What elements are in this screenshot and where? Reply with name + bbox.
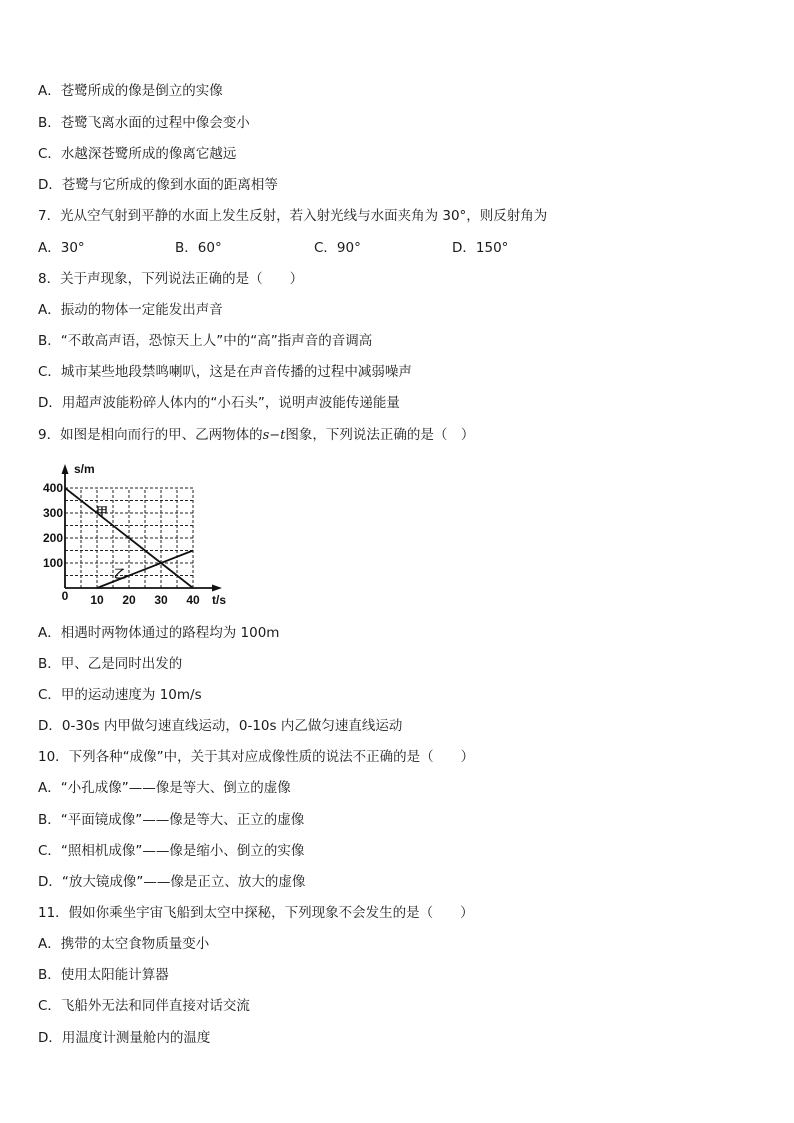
x-axis-arrow [212, 585, 222, 592]
q7-option-d: D．150° [452, 240, 509, 256]
origin-label: 0 [61, 589, 69, 603]
q9-option-a: A．相遇时两物体通过的路程均为 100m [38, 625, 280, 641]
x-tick-label: 10 [90, 593, 104, 607]
x-tick-label: 40 [186, 593, 200, 607]
graph-axes [62, 464, 223, 592]
q9-option-d: D．0-30s 内甲做匀速直线运动，0-10s 内乙做匀速直线运动 [38, 718, 403, 734]
q10-option-a: A．“小孔成像”——像是等大、倒立的虚像 [38, 780, 291, 796]
q8-option-c: C．城市某些地段禁鸣喇叭，这是在声音传播的过程中减弱噪声 [38, 364, 412, 380]
s-t-graph [38, 460, 238, 610]
y-tick-label: 400 [42, 481, 63, 495]
q7-option-a: A．30° [38, 240, 85, 256]
q8-option-b: B．“不敢高声语，恐惊天上人”中的“高”指声音的音调高 [38, 333, 373, 349]
q9-stem [38, 426, 474, 445]
x-axis-label: t/s [212, 593, 227, 607]
q7-option-b: B．60° [175, 240, 222, 256]
y-axis-label: s/m [74, 462, 95, 476]
graph-labels [43, 462, 226, 607]
y-tick-label: 100 [42, 556, 63, 570]
q11-option-d: D．用温度计测量舱内的温度 [38, 1030, 211, 1046]
y-tick-label: 200 [42, 531, 63, 545]
y-tick-label: 300 [42, 506, 63, 520]
q10-option-c: C．“照相机成像”——像是缩小、倒立的实像 [38, 843, 305, 859]
series-label-jia: 甲 [96, 505, 109, 519]
q11-option-b: B．使用太阳能计算器 [38, 967, 169, 983]
q11-option-a: A．携带的太空食物质量变小 [38, 936, 210, 952]
q11-stem: 11．假如你乘坐宇宙飞船到太空中探秘，下列现象不会发生的是（ ） [38, 905, 474, 921]
q9-stem-symbol: s−t [262, 428, 286, 443]
q8-option-a: A．振动的物体一定能发出声音 [38, 302, 223, 318]
q8-stem: 8．关于声现象，下列说法正确的是（ ） [38, 271, 304, 287]
q10-option-d: D．“放大镜成像”——像是正立、放大的虚像 [38, 874, 306, 890]
q9-option-c: C．甲的运动速度为 10m/s [38, 687, 202, 703]
q11-option-c: C．飞船外无法和同伴直接对话交流 [38, 998, 250, 1014]
q9-stem-before: 9．如图是相向而行的甲、乙两物体的 [38, 427, 263, 443]
y-axis-arrow [62, 464, 69, 474]
q9-option-b: B．甲、乙是同时出发的 [38, 656, 183, 672]
q10-stem: 10．下列各种“成像”中，关于其对应成像性质的说法不正确的是（ ） [38, 749, 475, 765]
q10-option-b: B．“平面镜成像”——像是等大、正立的虚像 [38, 812, 305, 828]
q6-option-a: A．苍鹭所成的像是倒立的实像 [38, 83, 223, 99]
q7-option-c: C．90° [314, 240, 361, 256]
x-tick-label: 30 [154, 593, 168, 607]
q8-option-d: D．用超声波能粉碎人体内的“小石头”，说明声波能传递能量 [38, 395, 400, 411]
series-label-yi: 乙 [114, 567, 127, 581]
q6-option-d: D．苍鹭与它所成的像到水面的距离相等 [38, 177, 278, 193]
q7-stem: 7．光从空气射到平静的水面上发生反射，若入射光线与水面夹角为 30°，则反射角为 [38, 208, 548, 224]
q6-option-c: C．水越深苍鹭所成的像离它越远 [38, 146, 237, 162]
q9-stem-after: 图象，下列说法正确的是（ ） [285, 427, 475, 443]
q6-option-b: B．苍鹭飞离水面的过程中像会变小 [38, 115, 250, 131]
x-tick-label: 20 [122, 593, 136, 607]
